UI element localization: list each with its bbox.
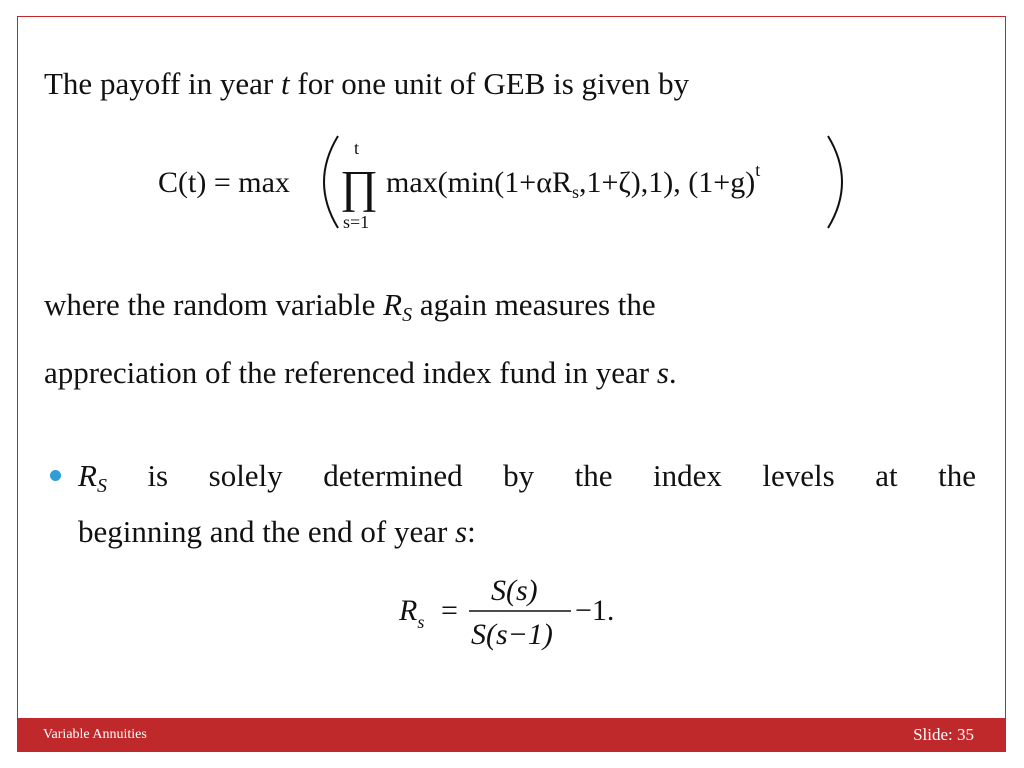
product-symbol: ∏ <box>340 161 378 212</box>
rs-numerator: S(s) <box>491 574 538 607</box>
bullet-dot-icon <box>50 470 61 481</box>
bullet-variable: $R_S$ <box>78 458 107 497</box>
footer-title: Variable Annuities <box>43 727 147 742</box>
bullet-word: solely <box>208 458 283 493</box>
bullet-word: at <box>875 458 898 493</box>
footer-bar <box>17 718 1006 752</box>
bullet-word: index <box>653 458 722 493</box>
where-subscript: S <box>402 304 413 326</box>
product-lower-limit: s=1 <box>343 212 370 232</box>
where-line2: appreciation of the referenced index fund in year s. <box>44 355 677 390</box>
bullet-line1 <box>78 453 976 509</box>
rs-lhs: $R_s$ <box>399 594 425 632</box>
bullet-word: is <box>147 458 169 493</box>
payoff-formula <box>150 128 870 236</box>
formula-body: $\max(\min(1+\alpha R_s,1+\zeta),1)$, $(1+g)^t$ <box>386 160 761 202</box>
where-text <box>44 285 984 393</box>
where-prefix: where the random variable <box>44 287 384 322</box>
bullet-line2: beginning and the end of year s: <box>78 514 476 549</box>
bullet-item <box>44 453 976 555</box>
rs-formula <box>395 570 665 654</box>
rs-denominator: S(s−1) <box>471 618 553 651</box>
right-paren <box>828 136 842 228</box>
intro-prefix: The payoff in year <box>44 66 281 101</box>
where-suffix: again measures the <box>412 287 656 322</box>
left-paren <box>324 136 338 228</box>
slide-number: Slide: 35 <box>913 725 974 744</box>
bullet-word: the <box>938 458 976 493</box>
intro-suffix: for one unit of GEB is given by <box>289 66 690 101</box>
bullet-text <box>78 453 976 555</box>
formula-lhs: C(t) = max <box>158 166 290 199</box>
bullet-word: levels <box>762 458 835 493</box>
where-variable: R <box>383 287 403 322</box>
rs-rhs: −1. <box>575 594 615 627</box>
intro-variable: t <box>281 66 290 101</box>
bullet-word: the <box>574 458 613 493</box>
intro-text <box>44 64 689 104</box>
equals-sign: = <box>441 594 458 627</box>
product-upper-limit: t <box>354 138 360 158</box>
bullet-word: by <box>503 458 535 493</box>
bullet-word: determined <box>323 458 463 493</box>
